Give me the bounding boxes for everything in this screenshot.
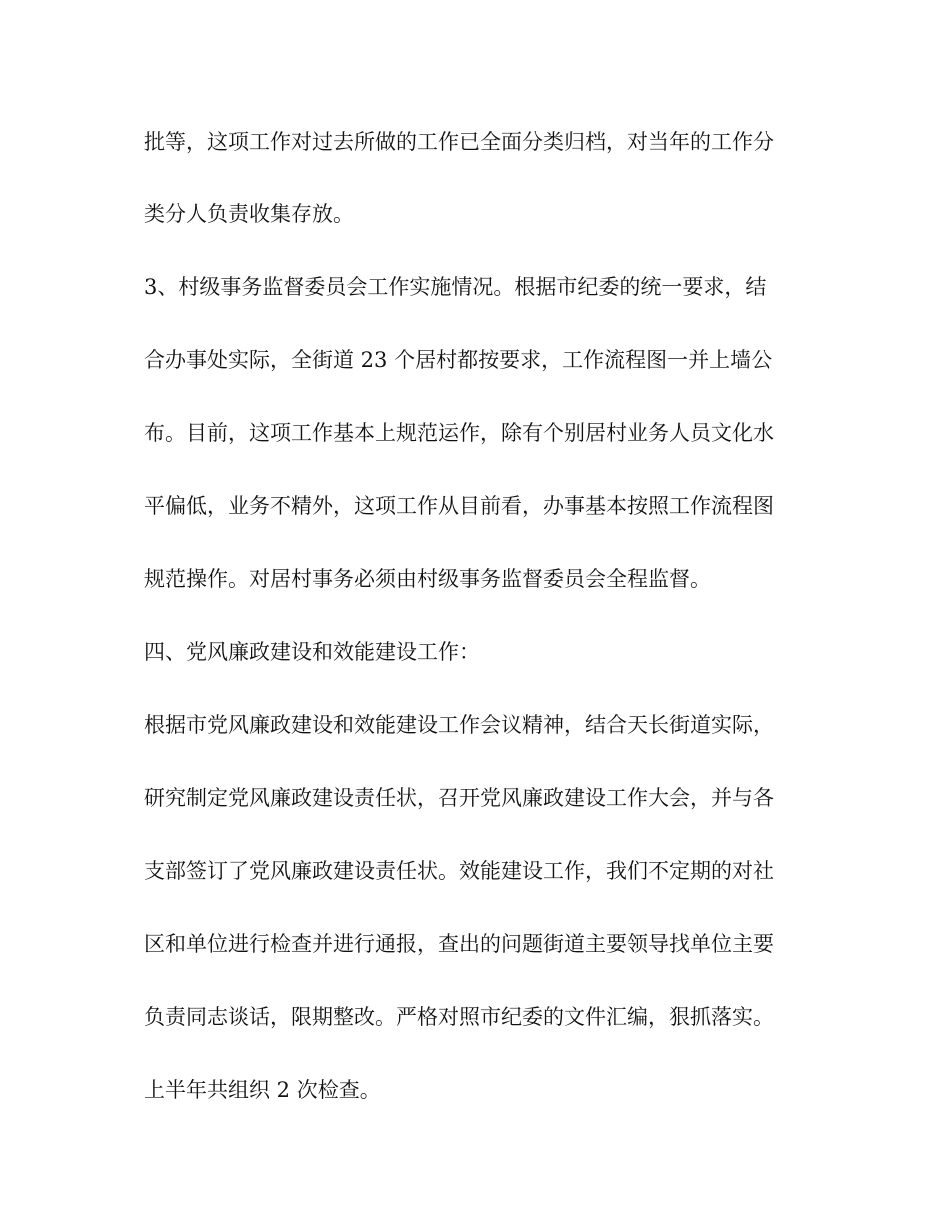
- body-text-line: 类分人负责收集存放。: [144, 202, 354, 226]
- body-text-line: 根据市党风廉政建设和效能建设工作会议精神，结合天长街道实际，: [144, 713, 774, 737]
- body-text-line: 研究制定党风廉政建设责任状，召开党风廉政建设工作大会，并与各: [144, 786, 774, 810]
- body-text-line: 布。目前，这项工作基本上规范运作，除有个别居村业务人员文化水: [144, 421, 774, 445]
- section-heading: 四、党风廉政建设和效能建设工作：: [144, 640, 480, 664]
- body-text-line: 支部签订了党风廉政建设责任状。效能建设工作，我们不定期的对社: [144, 859, 774, 883]
- section-item-heading: 3、村级事务监督委员会工作实施情况。根据市纪委的统一要求，结: [144, 275, 767, 299]
- body-text-line: 上半年共组织 2 次检查。: [144, 1078, 381, 1102]
- body-text-line: 合办事处实际，全街道 23 个居村都按要求，工作流程图一并上墙公: [144, 348, 773, 372]
- body-text-line: 负责同志谈话，限期整改。严格对照市纪委的文件汇编，狠抓落实。: [144, 1005, 774, 1029]
- body-text-line: 平偏低，业务不精外，这项工作从目前看，办事基本按照工作流程图: [144, 494, 774, 518]
- body-text-line: 规范操作。对居村事务必须由村级事务监督委员会全程监督。: [144, 567, 711, 591]
- body-text-line: 区和单位进行检查并进行通报，查出的问题街道主要领导找单位主要: [144, 932, 774, 956]
- body-text-line: 批等，这项工作对过去所做的工作已全面分类归档，对当年的工作分: [144, 130, 774, 154]
